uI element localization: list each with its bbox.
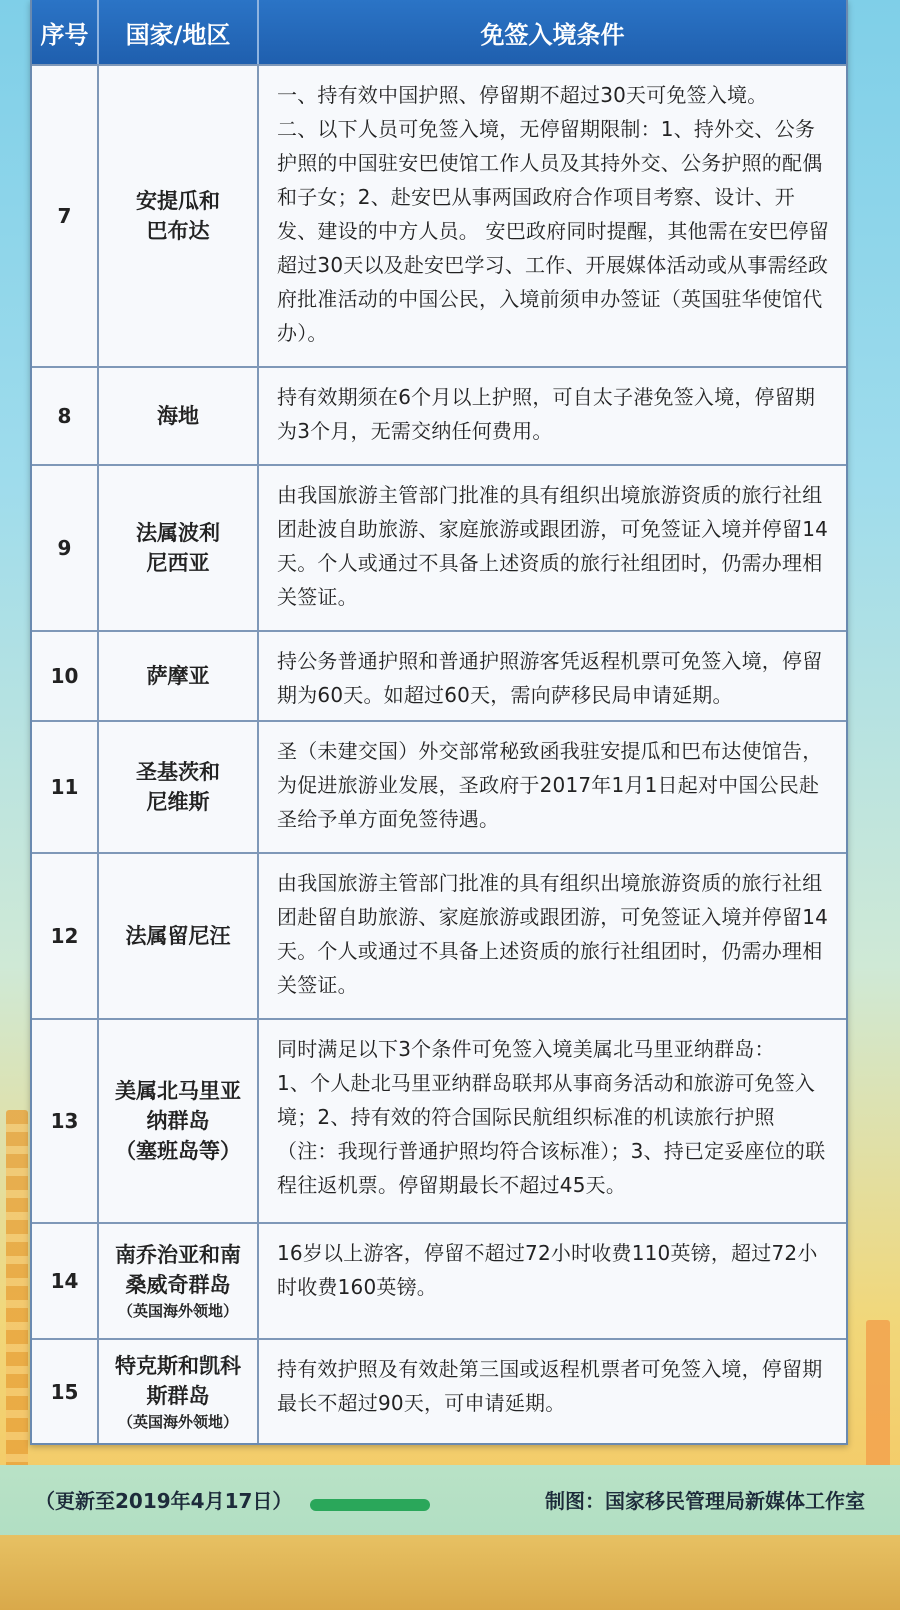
footer-decorative-strip <box>0 1535 900 1610</box>
country-name: 安提瓜和 巴布达 <box>136 189 220 243</box>
decorative-bar <box>310 1499 430 1511</box>
row-condition: 圣（未建交国）外交部常秘致函我驻安提瓜和巴布达使馆告，为促进旅游业发展，圣政府于2017年1月1日起对中国公民赴圣给予单方面免签待遇。 <box>277 739 823 831</box>
row-no: 8 <box>32 368 99 464</box>
row-country <box>99 1020 259 1222</box>
table-row <box>32 1018 846 1222</box>
table-row <box>32 1222 846 1338</box>
row-condition: 16岁以上游客，停留不超过72小时收费110英镑，超过72小时收费160英镑。 <box>277 1241 818 1299</box>
table-row <box>32 630 846 720</box>
country-name: 海地 <box>157 404 199 428</box>
header-country: 国家/地区 <box>99 0 259 64</box>
table-row <box>32 366 846 464</box>
row-country <box>99 854 259 1018</box>
row-condition: 一、持有效中国护照、停留期不超过30天可免签入境。 二、以下人员可免签入境，无停留期限制：1、持外交、公务护照的中国驻安巴使馆工作人员及其持外交、公务护照的配偶和子女；2、赴安巴从事两国政府合作项目考察、设计、开发、建设的中方人员。 安巴政府同时提醒，其他需在安巴停留超过30天以及赴安巴学习、工作、开展媒体活动或从事需经政府批准活动的中国公民，入境前须申办签证（英国驻华使馆代办）。 <box>277 83 829 345</box>
row-no: 13 <box>32 1020 99 1222</box>
row-no: 12 <box>32 854 99 1018</box>
row-no: 9 <box>32 466 99 630</box>
row-condition: 持有效期须在6个月以上护照，可自太子港免签入境，停留期为3个月，无需交纳任何费用。 <box>277 385 816 443</box>
country-name: 萨摩亚 <box>146 664 210 688</box>
table-row <box>32 464 846 630</box>
row-no: 11 <box>32 722 99 852</box>
row-no: 15 <box>32 1340 99 1443</box>
row-no: 14 <box>32 1224 99 1338</box>
country-name: 特克斯和凯科 斯群岛 <box>115 1353 241 1408</box>
footer <box>0 1465 900 1610</box>
country-name: 法属波利 尼西亚 <box>136 521 220 575</box>
country-name: 圣基茨和 尼维斯 <box>136 760 220 814</box>
row-country <box>99 722 259 852</box>
row-condition: 持公务普通护照和普通护照游客凭返程机票可免签入境，停留期为60天。如超过60天，需向萨移民局申请延期。 <box>277 649 823 707</box>
row-country <box>99 632 259 720</box>
row-country <box>99 1224 259 1338</box>
table-row <box>32 852 846 1018</box>
country-note: （英国海外领地） <box>117 1302 238 1320</box>
table-row <box>32 720 846 852</box>
header-condition: 免签入境条件 <box>480 20 625 49</box>
row-country <box>99 466 259 630</box>
header-no: 序号 <box>32 0 99 64</box>
row-country <box>99 1340 259 1443</box>
row-condition: 同时满足以下3个条件可免签入境美属北马里亚纳群岛： 1、个人赴北马里亚纳群岛联邦从事商务活动和旅游可免签入境；2、持有效的符合国际民航组织标准的机读旅行护照（注：我现行普通护照均符合该标准）；3、持已定妥座位的联程往返机票。停留期最长不超过45天。 <box>277 1037 826 1197</box>
credit-text: 制图：国家移民管理局新媒体工作室 <box>545 1489 865 1513</box>
update-date: （更新至2019年4月17日） <box>35 1489 293 1513</box>
row-country <box>99 368 259 464</box>
table-row <box>32 64 846 366</box>
country-note: （英国海外领地） <box>117 1412 238 1431</box>
visa-free-table <box>30 0 848 1445</box>
table-row <box>32 1338 846 1443</box>
country-name: 美属北马里亚 纳群岛 （塞班岛等） <box>115 1079 241 1163</box>
row-condition: 由我国旅游主管部门批准的具有组织出境旅游资质的旅行社组团赴波自助旅游、家庭旅游或跟团游，可免签证入境并停留14天。个人或通过不具备上述资质的旅行社组团时，仍需办理相关签证。 <box>277 483 829 609</box>
row-no: 7 <box>32 66 99 366</box>
row-condition: 持有效护照及有效赴第三国或返程机票者可免签入境，停留期最长不超过90天，可申请延期。 <box>277 1357 823 1415</box>
row-no: 10 <box>32 632 99 720</box>
table-header <box>32 0 846 64</box>
country-name: 法属留尼汪 <box>125 924 231 948</box>
row-condition: 由我国旅游主管部门批准的具有组织出境旅游资质的旅行社组团赴留自助旅游、家庭旅游或跟团游，可免签证入境并停留14天。个人或通过不具备上述资质的旅行社组团时，仍需办理相关签证。 <box>277 871 829 997</box>
row-country <box>99 66 259 366</box>
country-name: 南乔治亚和南 桑威奇群岛 <box>115 1243 241 1297</box>
